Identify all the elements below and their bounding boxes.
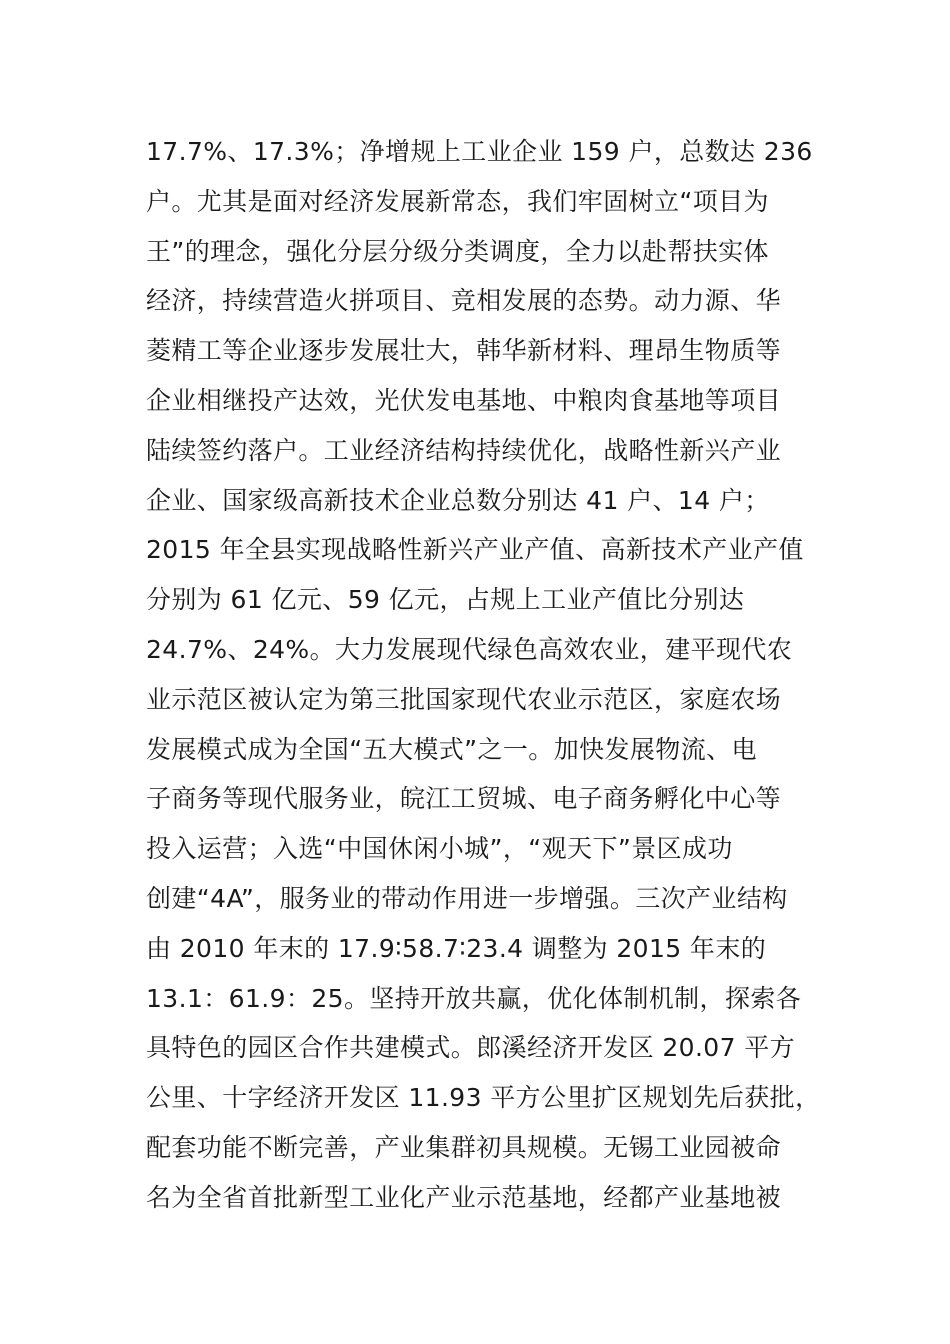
text-line: 经济，持续营造火拼项目、竞相发展的态势。动力源、华 [146,286,782,316]
text-line: 陆续签约落户。工业经济结构持续优化，战略性新兴产业 [146,435,782,465]
text-line: 17.7%、17.3%；净增规上工业企业 159 户，总数达 236 [146,137,813,166]
text-line: 13.1：61.9：25。坚持开放共赢，优化体制机制，探索各 [146,983,802,1013]
text-line: 配套功能不断完善，产业集群初具规模。无锡工业园被命 [146,1132,782,1162]
text-line: 户。尤其是面对经济发展新常态，我们牢固树立“项目为 [146,186,769,216]
text-line: 企业相继投产达效，光伏发电基地、中粮肉食基地等项目 [146,385,782,415]
text-line: 业示范区被认定为第三批国家现代农业示范区，家庭农场 [146,684,782,714]
text-line: 菱精工等企业逐步发展壮大，韩华新材料、理昂生物质等 [146,336,782,366]
text-line: 24.7%、24%。大力发展现代绿色高效农业，建平现代农 [146,634,793,664]
text-line: 创建“4A”，服务业的带动作用进一步增强。三次产业结构 [146,883,788,913]
text-line: 王”的理念，强化分层分级分类调度，全力以赴帮扶实体 [146,236,769,266]
body-paragraph [146,127,826,1223]
text-line: 发展模式成为全国“五大模式”之一。加快发展物流、电 [146,734,757,764]
text-line: 名为全省首批新型工业化产业示范基地，经都产业基地被 [146,1182,782,1212]
text-line: 2015 年全县实现战略性新兴产业产值、高新技术产业产值 [146,535,804,565]
text-line: 由 2010 年末的 17.9∶58.7∶23.4 调整为 2015 年末的 [146,933,767,963]
text-line: 分别为 61 亿元、59 亿元，占规上工业产值比分别达 [146,585,745,615]
text-line: 子商务等现代服务业，皖江工贸城、电子商务孵化中心等 [146,784,782,814]
text-line: 投入运营；入选“中国休闲小城”，“观天下”景区成功 [146,834,733,864]
text-line: 具特色的园区合作共建模式。郎溪经济开发区 20.07 平方 [146,1033,796,1063]
text-line: 公里、十字经济开发区 11.93 平方公里扩区规划先后获批， [146,1083,821,1113]
text-line: 企业、国家级高新技术企业总数分别达 41 户、14 户； [146,485,770,515]
